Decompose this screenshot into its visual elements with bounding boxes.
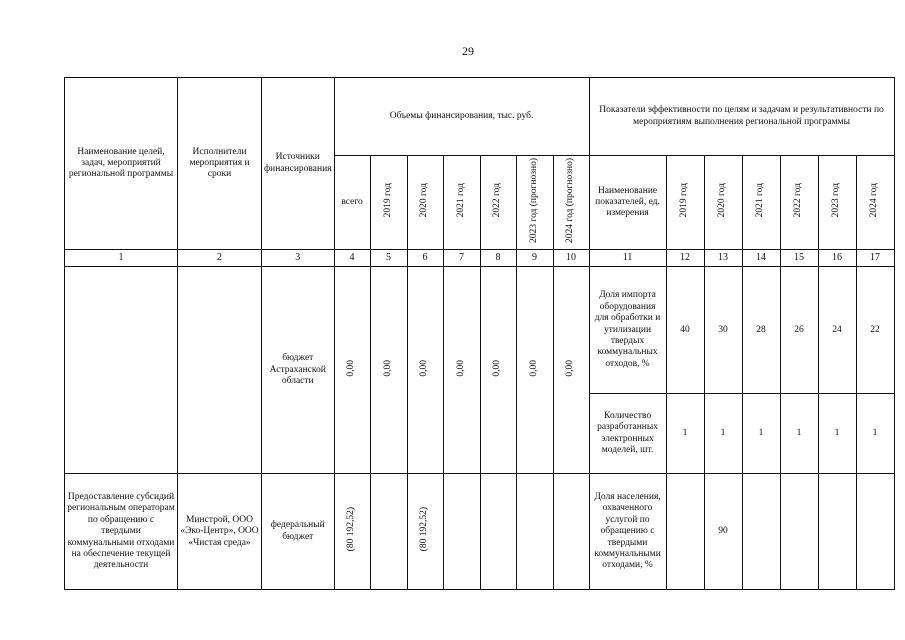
financing-value: 0,00 bbox=[370, 267, 407, 474]
indicator-value: 1 bbox=[856, 394, 894, 474]
header-fin-year-2020: 2020 год bbox=[407, 156, 443, 250]
column-number: 2 bbox=[178, 250, 262, 267]
indicator-value: 24 bbox=[818, 267, 856, 394]
header-executors: Исполнители мероприятия и сроки bbox=[178, 78, 262, 250]
column-number: 9 bbox=[516, 250, 553, 267]
column-number: 8 bbox=[480, 250, 516, 267]
indicator-value bbox=[818, 474, 856, 590]
executor-cell: Минстрой, ООО «Эко-Центр», ООО «Чистая среда» bbox=[178, 474, 262, 590]
indicator-value bbox=[856, 474, 894, 590]
financing-value bbox=[516, 474, 553, 590]
header-ind-year-2022: 2022 год bbox=[780, 156, 818, 250]
header-ind-year-2021: 2021 год bbox=[742, 156, 780, 250]
header-fin-year-2022: 2022 год bbox=[480, 156, 516, 250]
financing-value: 0,00 bbox=[407, 267, 443, 474]
indicator-name: Доля импорта оборудования для обработки и утилизации твердых коммунальных отходов, % bbox=[589, 267, 666, 394]
indicator-value: 90 bbox=[704, 474, 742, 590]
financing-value: 0,00 bbox=[443, 267, 480, 474]
column-number: 11 bbox=[589, 250, 666, 267]
column-numbers-row bbox=[65, 250, 895, 267]
header-financing: Объемы финансирования, тыс. руб. bbox=[334, 78, 589, 156]
indicator-value: 26 bbox=[780, 267, 818, 394]
header-indicator-name: Наименование показателей, ед. измерения bbox=[589, 156, 666, 250]
column-number: 14 bbox=[742, 250, 780, 267]
financing-value bbox=[553, 474, 589, 590]
header-fin-year-2021: 2021 год bbox=[443, 156, 480, 250]
column-number: 5 bbox=[370, 250, 407, 267]
header-fin-year-2023: 2023 год (прогнозно) bbox=[516, 156, 553, 250]
column-number: 16 bbox=[818, 250, 856, 267]
financing-value: (80 192,52) bbox=[407, 474, 443, 590]
indicator-value bbox=[780, 474, 818, 590]
column-number: 6 bbox=[407, 250, 443, 267]
header-fin-year-2024: 2024 год (прогнозно) bbox=[553, 156, 589, 250]
indicator-value: 22 bbox=[856, 267, 894, 394]
program-table bbox=[64, 77, 895, 590]
financing-value: 0,00 bbox=[516, 267, 553, 474]
header-ind-year-2024: 2024 год bbox=[856, 156, 894, 250]
financing-value bbox=[370, 474, 407, 590]
goal-cell-empty bbox=[65, 267, 178, 474]
indicator-value: 40 bbox=[666, 267, 704, 394]
financing-value: 0,00 bbox=[553, 267, 589, 474]
financing-value: 0,00 bbox=[480, 267, 516, 474]
column-number: 7 bbox=[443, 250, 480, 267]
column-number: 1 bbox=[65, 250, 178, 267]
financing-value bbox=[480, 474, 516, 590]
indicator-name: Доля населения, охваченного услугой по обращению с твердыми коммунальными отходами, % bbox=[589, 474, 666, 590]
financing-value bbox=[443, 474, 480, 590]
financing-value: (80 192,52) bbox=[334, 474, 370, 590]
indicator-value bbox=[666, 474, 704, 590]
source-cell: бюджет Астраханской области bbox=[262, 267, 335, 474]
column-number: 13 bbox=[704, 250, 742, 267]
column-number: 4 bbox=[334, 250, 370, 267]
column-number: 10 bbox=[553, 250, 589, 267]
header-total: всего bbox=[334, 156, 370, 250]
header-sources: Источники финансирования bbox=[262, 78, 335, 250]
indicator-name: Количество разработанных электронных моделей, шт. bbox=[589, 394, 666, 474]
header-indicators: Показатели эффективности по целям и задачам и результативности по мероприятиям выполнения региональной программы bbox=[589, 78, 894, 156]
goal-cell: Предоставление субсидий региональным операторам по обращению с твердыми коммунальными отходами на обеспечение текущей деятельности bbox=[65, 474, 178, 590]
indicator-value: 1 bbox=[818, 394, 856, 474]
indicator-value: 30 bbox=[704, 267, 742, 394]
column-number: 15 bbox=[780, 250, 818, 267]
financing-value: 0,00 bbox=[334, 267, 370, 474]
indicator-value: 1 bbox=[780, 394, 818, 474]
header-ind-year-2023: 2023 год bbox=[818, 156, 856, 250]
column-number: 12 bbox=[666, 250, 704, 267]
header-ind-year-2020: 2020 год bbox=[704, 156, 742, 250]
executor-cell-empty bbox=[178, 267, 262, 474]
header-fin-year-2019: 2019 год bbox=[370, 156, 407, 250]
header-goals: Наименование целей, задач, мероприятий региональной программы bbox=[65, 78, 178, 250]
indicator-value: 1 bbox=[742, 394, 780, 474]
indicator-value: 1 bbox=[704, 394, 742, 474]
column-number: 17 bbox=[856, 250, 894, 267]
column-number: 3 bbox=[262, 250, 335, 267]
source-cell: федеральный бюджет bbox=[262, 474, 335, 590]
indicator-value: 28 bbox=[742, 267, 780, 394]
page-number: 29 bbox=[462, 44, 474, 58]
indicator-value: 1 bbox=[666, 394, 704, 474]
indicator-value bbox=[742, 474, 780, 590]
header-ind-year-2019: 2019 год bbox=[666, 156, 704, 250]
